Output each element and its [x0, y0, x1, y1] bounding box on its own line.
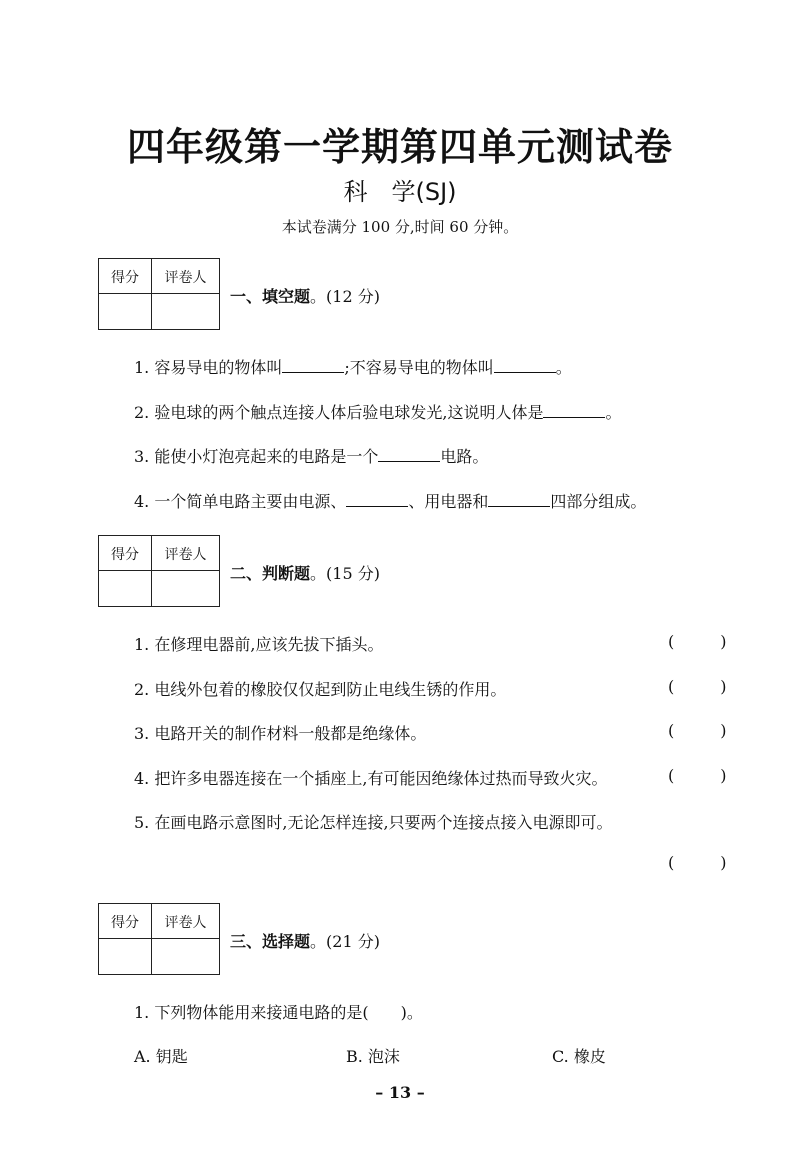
answer-parentheses[interactable]: [668, 766, 736, 785]
option-b[interactable]: B. 泡沫: [346, 1047, 400, 1066]
s1-q2-b: 。: [605, 403, 622, 422]
paren-open: (: [668, 721, 675, 740]
section1-heading: [230, 284, 380, 307]
s1-q2-a: 2. 验电球的两个触点连接人体后验电球发光,这说明人体是: [134, 403, 544, 422]
s1-q1-c: 。: [555, 358, 572, 377]
paren-close: ): [720, 766, 727, 785]
exam-note: 本试卷满分 100 分,时间 60 分钟。: [281, 218, 519, 236]
s1-q4-b: 、用电器和: [408, 492, 489, 511]
s1-q4-c: 四部分组成。: [550, 492, 647, 511]
s2-question-1: 1. 在修理电器前,应该先拔下插头。: [134, 635, 384, 654]
option-a[interactable]: A. 钥匙: [134, 1047, 188, 1066]
section2-points: 。(15 分): [310, 564, 380, 583]
section3-heading: [230, 929, 380, 952]
page-number: – 13 –: [375, 1083, 425, 1102]
page-title: 四年级第一学期第四单元测试卷: [126, 125, 673, 169]
option-c[interactable]: C. 橡皮: [552, 1047, 606, 1066]
section3-points: 。(21 分): [310, 932, 380, 951]
s2-question-5: 5. 在画电路示意图时,无论怎样连接,只要两个连接点接入电源即可。: [134, 813, 613, 832]
section1-title: 一、填空题: [230, 287, 311, 306]
s1-question-4: [134, 489, 646, 512]
s3-question-1: 1. 下列物体能用来接通电路的是( )。: [134, 1003, 423, 1022]
score-box-section2: [98, 535, 220, 607]
section2-heading: [230, 561, 380, 584]
score-label: 得分: [111, 915, 139, 931]
answer-blank[interactable]: [494, 358, 556, 373]
s1-q1-b: ;不容易导电的物体叫: [344, 358, 494, 377]
paren-open: (: [668, 853, 675, 872]
answer-blank[interactable]: [543, 403, 605, 418]
paren-open: (: [668, 632, 675, 651]
paren-close: ): [720, 721, 727, 740]
section3-title: 三、选择题: [230, 932, 311, 951]
score-label: 得分: [111, 270, 139, 286]
s1-question-3: [134, 444, 488, 467]
answer-parentheses[interactable]: [668, 677, 736, 696]
paren-close: ): [720, 853, 727, 872]
s1-q1-a: 1. 容易导电的物体叫: [134, 358, 283, 377]
section1-points: 。(12 分): [310, 287, 380, 306]
paren-open: (: [668, 677, 675, 696]
grader-label: 评卷人: [164, 270, 207, 286]
s1-question-2: [134, 400, 621, 423]
score-box-section3: [98, 903, 220, 975]
answer-parentheses[interactable]: [668, 853, 736, 872]
s2-question-4: 4. 把许多电器连接在一个插座上,有可能因绝缘体过热而导致火灾。: [134, 769, 608, 788]
score-label: 得分: [111, 547, 139, 563]
s1-q3-a: 3. 能使小灯泡亮起来的电路是一个: [134, 447, 379, 466]
grader-label: 评卷人: [164, 915, 207, 931]
s2-question-3: 3. 电路开关的制作材料一般都是绝缘体。: [134, 724, 427, 743]
s2-question-2: 2. 电线外包着的橡胶仅仅起到防止电线生锈的作用。: [134, 680, 507, 699]
paren-open: (: [668, 766, 675, 785]
s1-q4-a: 4. 一个简单电路主要由电源、: [134, 492, 347, 511]
answer-blank[interactable]: [282, 358, 344, 373]
answer-parentheses[interactable]: [668, 632, 736, 651]
subject-title: 科 学(SJ): [343, 178, 457, 206]
paren-close: ): [720, 632, 727, 651]
answer-parentheses[interactable]: [668, 721, 736, 740]
answer-blank[interactable]: [346, 492, 408, 507]
answer-blank[interactable]: [488, 492, 550, 507]
section2-title: 二、判断题: [230, 564, 311, 583]
s1-question-1: [134, 355, 572, 378]
paren-close: ): [720, 677, 727, 696]
score-box-section1: [98, 258, 220, 330]
s1-q3-b: 电路。: [440, 447, 489, 466]
grader-label: 评卷人: [164, 547, 207, 563]
answer-blank[interactable]: [378, 447, 440, 462]
